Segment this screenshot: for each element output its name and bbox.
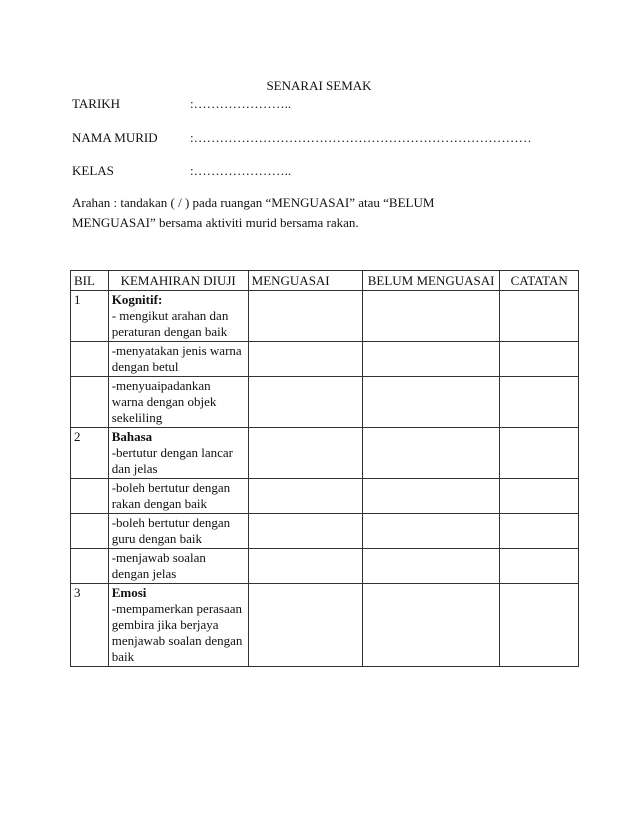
row-bil: [71, 342, 109, 377]
belum-menguasai-cell[interactable]: [362, 514, 500, 549]
catatan-cell[interactable]: [500, 549, 579, 584]
menguasai-cell[interactable]: [248, 428, 362, 479]
skill-text: -boleh bertutur dengan guru dengan baik: [111, 515, 231, 546]
field-label: TARIKH: [72, 96, 121, 111]
field-label: KELAS: [72, 163, 114, 178]
table-row: [71, 342, 579, 377]
table-row: [71, 377, 579, 428]
belum-menguasai-cell[interactable]: [362, 584, 500, 667]
header-catatan: CATATAN: [500, 271, 579, 291]
row-bil: 1: [71, 291, 109, 342]
table-row: [71, 428, 579, 479]
field-value: :…………………..: [190, 96, 292, 111]
header-menguasai: MENGUASAI: [248, 271, 362, 291]
catatan-cell[interactable]: [500, 479, 579, 514]
catatan-cell[interactable]: [500, 514, 579, 549]
row-bil: [71, 514, 109, 549]
row-skill: [108, 428, 248, 479]
row-skill: [108, 479, 248, 514]
table-row: [71, 514, 579, 549]
skill-text: -menyatakan jenis warna dengan betul: [111, 343, 242, 374]
row-bil: 2: [71, 428, 109, 479]
belum-menguasai-cell[interactable]: [362, 291, 500, 342]
row-skill: [108, 514, 248, 549]
page-title: SENARAI SEMAK: [266, 78, 372, 93]
row-skill: [108, 584, 248, 667]
field-tarikh: [72, 96, 291, 112]
field-value: :…………………..: [190, 163, 292, 178]
field-label: NAMA MURID: [72, 130, 158, 145]
header-belum-menguasai: BELUM MENGUASAI: [362, 271, 500, 291]
skill-text: -boleh bertutur dengan rakan dengan baik: [111, 480, 231, 511]
catatan-cell[interactable]: [500, 428, 579, 479]
skill-heading: Bahasa: [111, 429, 153, 444]
skill-text: -bertutur dengan lancar dan jelas: [111, 445, 233, 476]
row-bil: [71, 377, 109, 428]
header-kemahiran: KEMAHIRAN DIUJI: [108, 271, 248, 291]
menguasai-cell[interactable]: [248, 549, 362, 584]
field-kelas: [72, 163, 291, 179]
belum-menguasai-cell[interactable]: [362, 549, 500, 584]
row-skill: [108, 291, 248, 342]
skill-heading: Kognitif:: [111, 292, 163, 307]
table-row: [71, 479, 579, 514]
menguasai-cell[interactable]: [248, 479, 362, 514]
field-nama-murid: [72, 130, 532, 146]
row-skill: [108, 549, 248, 584]
menguasai-cell[interactable]: [248, 342, 362, 377]
skill-text: -menjawab soalan dengan jelas: [111, 550, 206, 581]
row-bil: 3: [71, 584, 109, 667]
menguasai-cell[interactable]: [248, 584, 362, 667]
row-bil: [71, 479, 109, 514]
table-row: [71, 291, 579, 342]
catatan-cell[interactable]: [500, 342, 579, 377]
skill-text: -mempamerkan perasaan gembira jika berjaya menjawab soalan dengan baik: [111, 601, 243, 664]
header-bil: BIL: [71, 271, 109, 291]
table-row: [71, 549, 579, 584]
belum-menguasai-cell[interactable]: [362, 377, 500, 428]
belum-menguasai-cell[interactable]: [362, 428, 500, 479]
row-skill: [108, 377, 248, 428]
menguasai-cell[interactable]: [248, 377, 362, 428]
row-bil: [71, 549, 109, 584]
field-value: :……………………………………………………………………: [190, 130, 532, 145]
skill-heading: Emosi: [111, 585, 147, 600]
menguasai-cell[interactable]: [248, 291, 362, 342]
table-header-row: [71, 271, 579, 291]
catatan-cell[interactable]: [500, 291, 579, 342]
table-row: [71, 584, 579, 667]
catatan-cell[interactable]: [500, 377, 579, 428]
skill-text: - mengikut arahan dan peraturan dengan baik: [111, 308, 229, 339]
checklist-table: [70, 270, 579, 667]
belum-menguasai-cell[interactable]: [362, 479, 500, 514]
row-skill: [108, 342, 248, 377]
catatan-cell[interactable]: [500, 584, 579, 667]
skill-text: -menyuaipadankan warna dengan objek sekeliling: [111, 378, 217, 425]
instruction-text: Arahan : tandakan ( / ) pada ruangan “MENGUASAI” atau “BELUM MENGUASAI” bersama aktiviti murid bersama rakan.: [72, 195, 435, 230]
menguasai-cell[interactable]: [248, 514, 362, 549]
belum-menguasai-cell[interactable]: [362, 342, 500, 377]
